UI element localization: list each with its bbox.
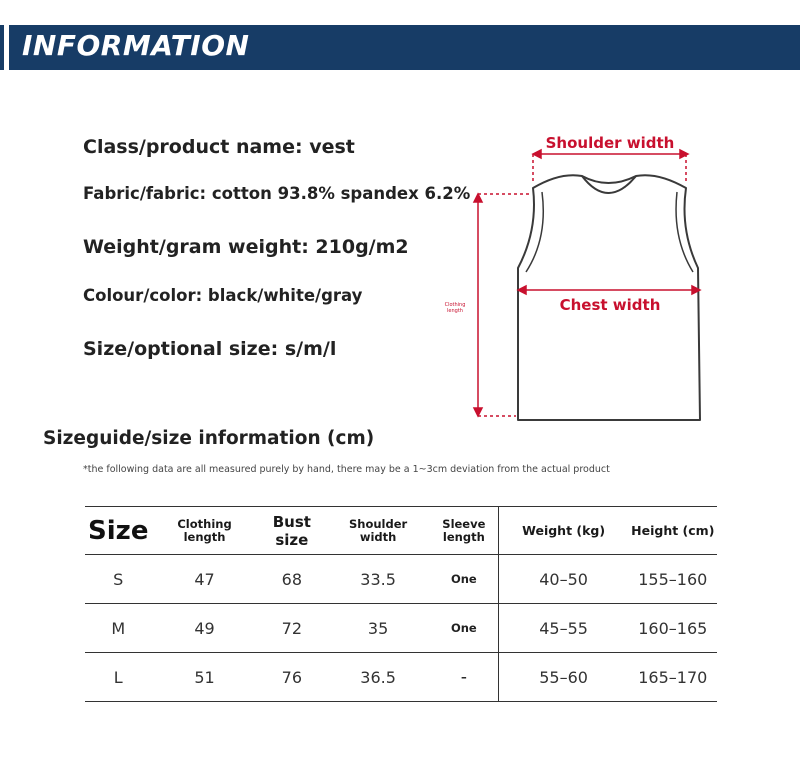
cell-height: 165–170 <box>638 667 708 687</box>
color-line: Colour/color: black/white/gray <box>83 286 363 305</box>
size-guide-title: Sizeguide/size information (cm) <box>43 428 375 449</box>
header-sleeve-length-2: length <box>442 529 485 544</box>
cell-sleeve: One <box>430 555 498 604</box>
table-header-row <box>85 507 717 555</box>
page-title: INFORMATION <box>22 29 250 62</box>
cell-shoulder: 33.5 <box>360 569 396 589</box>
size-table <box>85 506 717 702</box>
vest-inner-outline <box>526 192 693 272</box>
cell-height: 160–165 <box>638 618 708 638</box>
header-clothing-length-2: length <box>183 529 226 544</box>
product-name-line: Class/product name: vest <box>83 136 355 158</box>
cell-size: M <box>111 618 126 638</box>
cell-weight: 55–60 <box>539 667 588 687</box>
header-weight: Weight (kg) <box>522 523 606 538</box>
header-sleeve-length <box>430 507 498 555</box>
measurement-note: *the following data are all measured purely by hand, there may be a 1~3cm deviation from the actual product <box>83 464 610 475</box>
header-shoulder-width-1: Shoulder <box>348 516 408 531</box>
cell-height: 155–160 <box>638 569 708 589</box>
header-size: Size <box>88 515 149 546</box>
table-row <box>85 653 717 702</box>
cell-shoulder: 36.5 <box>360 667 396 687</box>
clothing-length-arrow <box>474 194 532 416</box>
header-accent <box>4 25 9 70</box>
header-sleeve-length-1: Sleeve <box>442 516 486 531</box>
header-bar <box>0 25 800 70</box>
header-clothing-length <box>152 507 258 555</box>
header-bust-size: Bust size <box>272 512 311 549</box>
cell-weight: 45–55 <box>539 618 588 638</box>
header-height: Height (cm) <box>631 523 715 538</box>
size-options-line: Size/optional size: s/m/l <box>83 338 337 360</box>
cell-shoulder: 35 <box>367 618 389 638</box>
chest-width-arrow <box>518 286 700 294</box>
header-shoulder-width-2: width <box>359 529 397 544</box>
weight-line: Weight/gram weight: 210g/m2 <box>83 236 409 258</box>
shoulder-width-label: Shoulder width <box>545 134 675 152</box>
cell-sleeve: One <box>430 604 498 653</box>
fabric-line: Fabric/fabric: cotton 93.8% spandex 6.2% <box>83 184 471 203</box>
cell-clothing-length: 49 <box>194 618 215 638</box>
cell-bust: 72 <box>281 618 302 638</box>
cell-size: S <box>113 569 124 589</box>
cell-clothing-length: 47 <box>194 569 215 589</box>
clothing-length-label-2: length <box>447 308 463 314</box>
table-row <box>85 555 717 604</box>
vest-measurement-diagram <box>440 120 740 430</box>
header-shoulder-width <box>326 507 430 555</box>
clothing-length-label-1: Clothing <box>444 302 466 308</box>
chest-width-label: Chest width <box>559 296 661 314</box>
cell-clothing-length: 51 <box>194 667 215 687</box>
cell-bust: 76 <box>281 667 302 687</box>
table-row <box>85 604 717 653</box>
header-clothing-length-1: Clothing <box>177 516 232 531</box>
cell-sleeve: – <box>430 653 498 702</box>
cell-bust: 68 <box>281 569 302 589</box>
cell-weight: 40–50 <box>539 569 588 589</box>
cell-size: L <box>113 667 123 687</box>
